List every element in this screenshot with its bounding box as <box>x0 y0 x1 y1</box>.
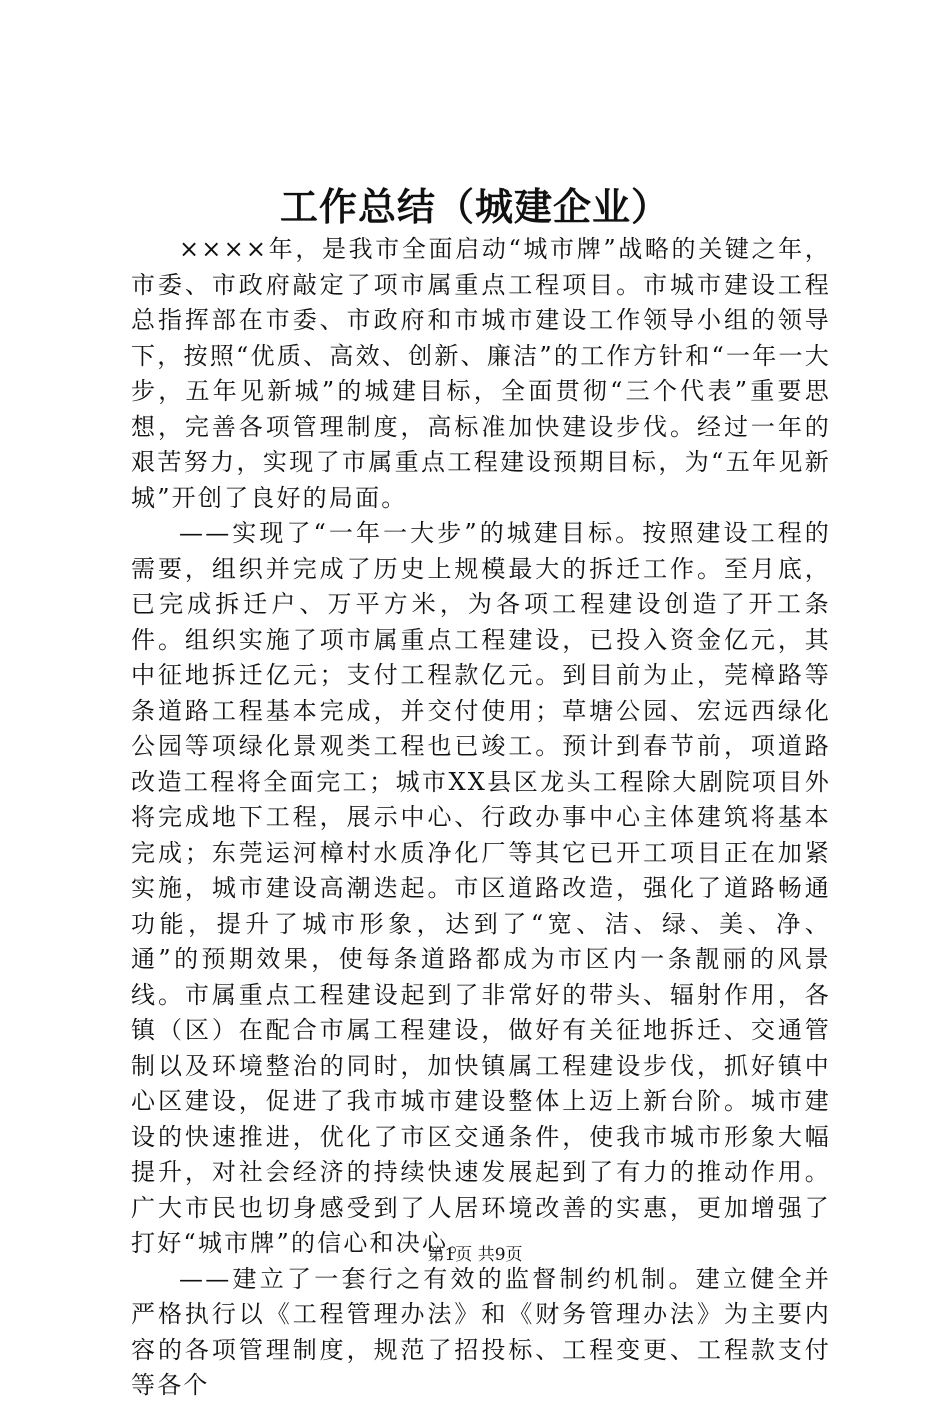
paragraph-intro: ××××年，是我市全面启动“城市牌”战略的关键之年，市委、市政府敲定了项市属重点工程项目。市城市建设工程总指挥部在市委、市政府和市城市建设工作领导小组的领导下，按照“优质、高效、创新、廉洁”的工作方针和“一年一大步，五年见新城”的城建目标，全面贯彻“三个代表”重要思想，完善各项管理制度，高标准加快建设步伐。经过一年的艰苦努力，实现了市属重点工程建设预期目标，为“五年见新城”开创了良好的局面。 <box>131 235 831 512</box>
paragraph-supervision-mechanism: ——建立了一套行之有效的监督制约机制。建立健全并严格执行以《工程管理办法》和《财务管理办法》为主要内容的各项管理制度，规范了招投标、工程变更、工程款支付等各个 <box>131 1264 831 1399</box>
document-title: 工作总结（城建企业） <box>279 184 670 229</box>
document-body <box>131 232 831 1404</box>
page-number-footer: 第1页 共9页 <box>427 1245 523 1265</box>
paragraph-urban-construction-goal: ——实现了“一年一大步”的城建目标。按照建设工程的需要，组织并完成了历史上规模最大的拆迁工作。至月底，已完成拆迁户、万平方米，为各项工程建设创造了开工条件。组织实施了项市属重点工程建设，已投入资金亿元，其中征地拆迁亿元；支付工程款亿元。到目前为止，莞樟路等条道路工程基本完成，并交付使用；草塘公园、宏远西绿化公园等项绿化景观类工程也已竣工。预计到春节前，项道路改造工程将全面完工；城市XX县区龙头工程除大剧院项目外将完成地下工程，展示中心、行政办事中心主体建筑将基本完成；东莞运河樟村水质净化厂等其它已开工项目正在加紧实施，城市建设高潮迭起。市区道路改造，强化了道路畅通功能，提升了城市形象，达到了“宽、洁、绿、美、净、通”的预期效果，使每条道路都成为市区内一条靓丽的风景线。市属重点工程建设起到了非常好的带头、辐射作用，各镇（区）在配合市属工程建设，做好有关征地拆迁、交通管制以及环境整治的同时，加快镇属工程建设步伐，抓好镇中心区建设，促进了我市城市建设整体上迈上新台阶。城市建设的快速推进，优化了市区交通条件，使我市城市形象大幅提升，对社会经济的持续快速发展起到了有力的推动作用。广大市民也切身感受到了人居环境改善的实惠，更加增强了打好“城市牌”的信心和决心。 <box>131 519 831 1257</box>
